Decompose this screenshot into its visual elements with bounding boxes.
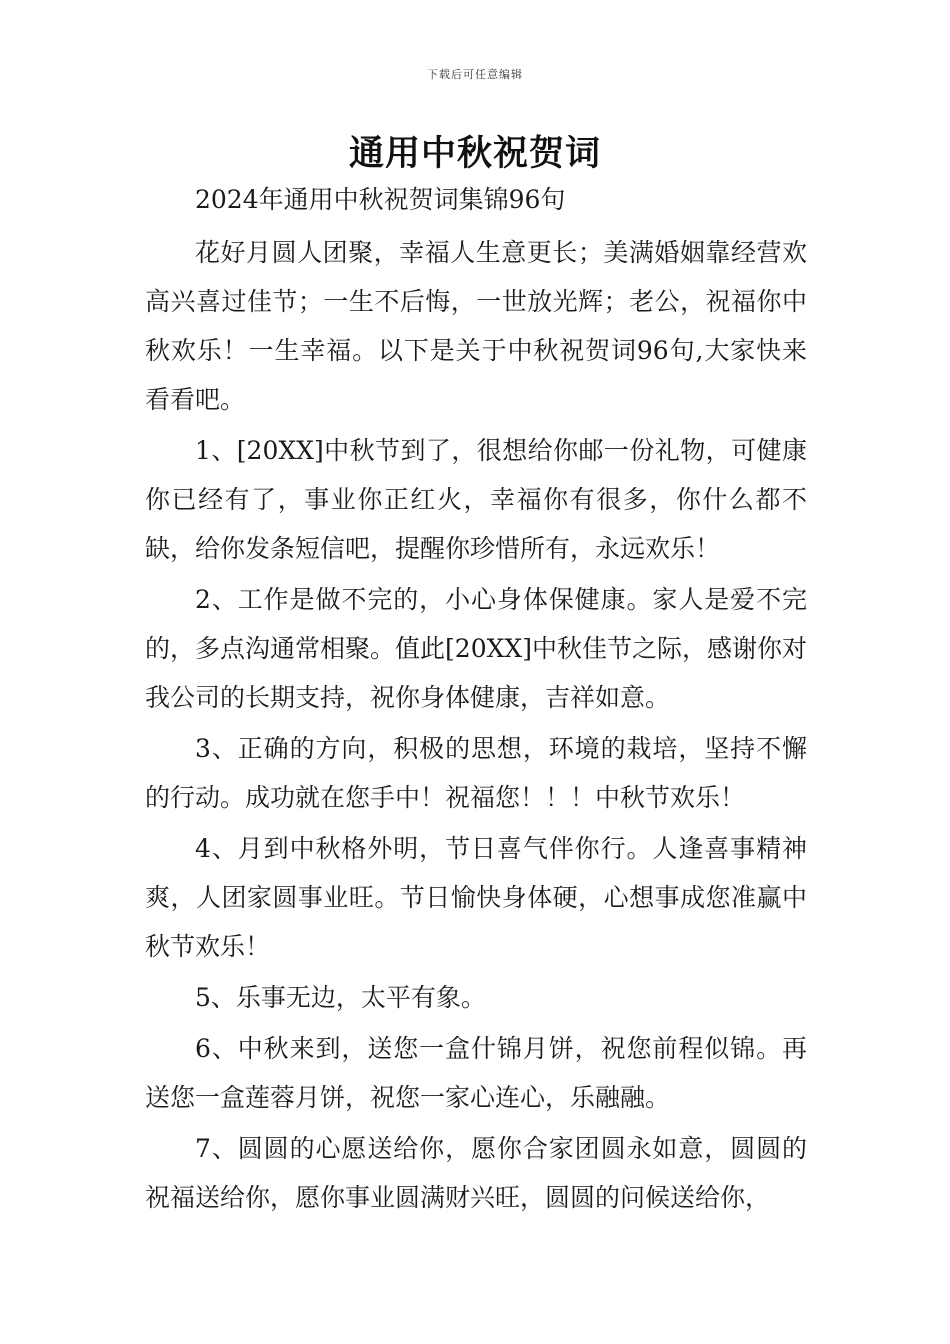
document-subtitle: 2024年通用中秋祝贺词集锦96句 — [195, 185, 566, 214]
paragraph-item-7: 7、圆圆的心愿送给你，愿你合家团圆永如意，圆圆的祝福送给你，愿你事业圆满财兴旺，圆圆的问候送给你， — [145, 1134, 807, 1212]
paragraph-item-4: 4、月到中秋格外明，节日喜气伴你行。人逢喜事精神爽，人团家圆事业旺。节日愉快身体硬，心想事成您准赢中秋节欢乐！ — [145, 834, 807, 961]
header-note: 下载后可任意编辑 — [427, 68, 523, 81]
paragraph-item-5: 5、乐事无边，太平有象。 — [195, 983, 486, 1012]
document-title: 通用中秋祝贺词 — [348, 133, 601, 174]
paragraph-item-6: 6、中秋来到，送您一盒什锦月饼，祝您前程似锦。再送您一盒莲蓉月饼，祝您一家心连心，乐融融。 — [145, 1034, 807, 1112]
document-body — [145, 175, 807, 1224]
paragraph-item-2: 2、工作是做不完的，小心身体保健康。家人是爱不完的，多点沟通常相聚。值此[20XX]中秋佳节之际，感谢你对我公司的长期支持，祝你身体健康，吉祥如意。 — [145, 585, 807, 712]
paragraph-intro: 花好月圆人团聚，幸福人生意更长；美满婚姻靠经营欢高兴喜过佳节；一生不后悔，一世放光辉；老公，祝福你中秋欢乐！一生幸福。以下是关于中秋祝贺词96句,大家快来看看吧。 — [145, 238, 807, 414]
paragraph-item-1: 1、[20XX]中秋节到了，很想给你邮一份礼物，可健康你已经有了，事业你正红火，幸福你有很多，你什么都不缺，给你发条短信吧，提醒你珍惜所有，永远欢乐！ — [145, 436, 807, 563]
paragraph-item-3: 3、正确的方向，积极的思想，环境的栽培，坚持不懈的行动。成功就在您手中！祝福您！！！中秋节欢乐！ — [145, 734, 807, 812]
